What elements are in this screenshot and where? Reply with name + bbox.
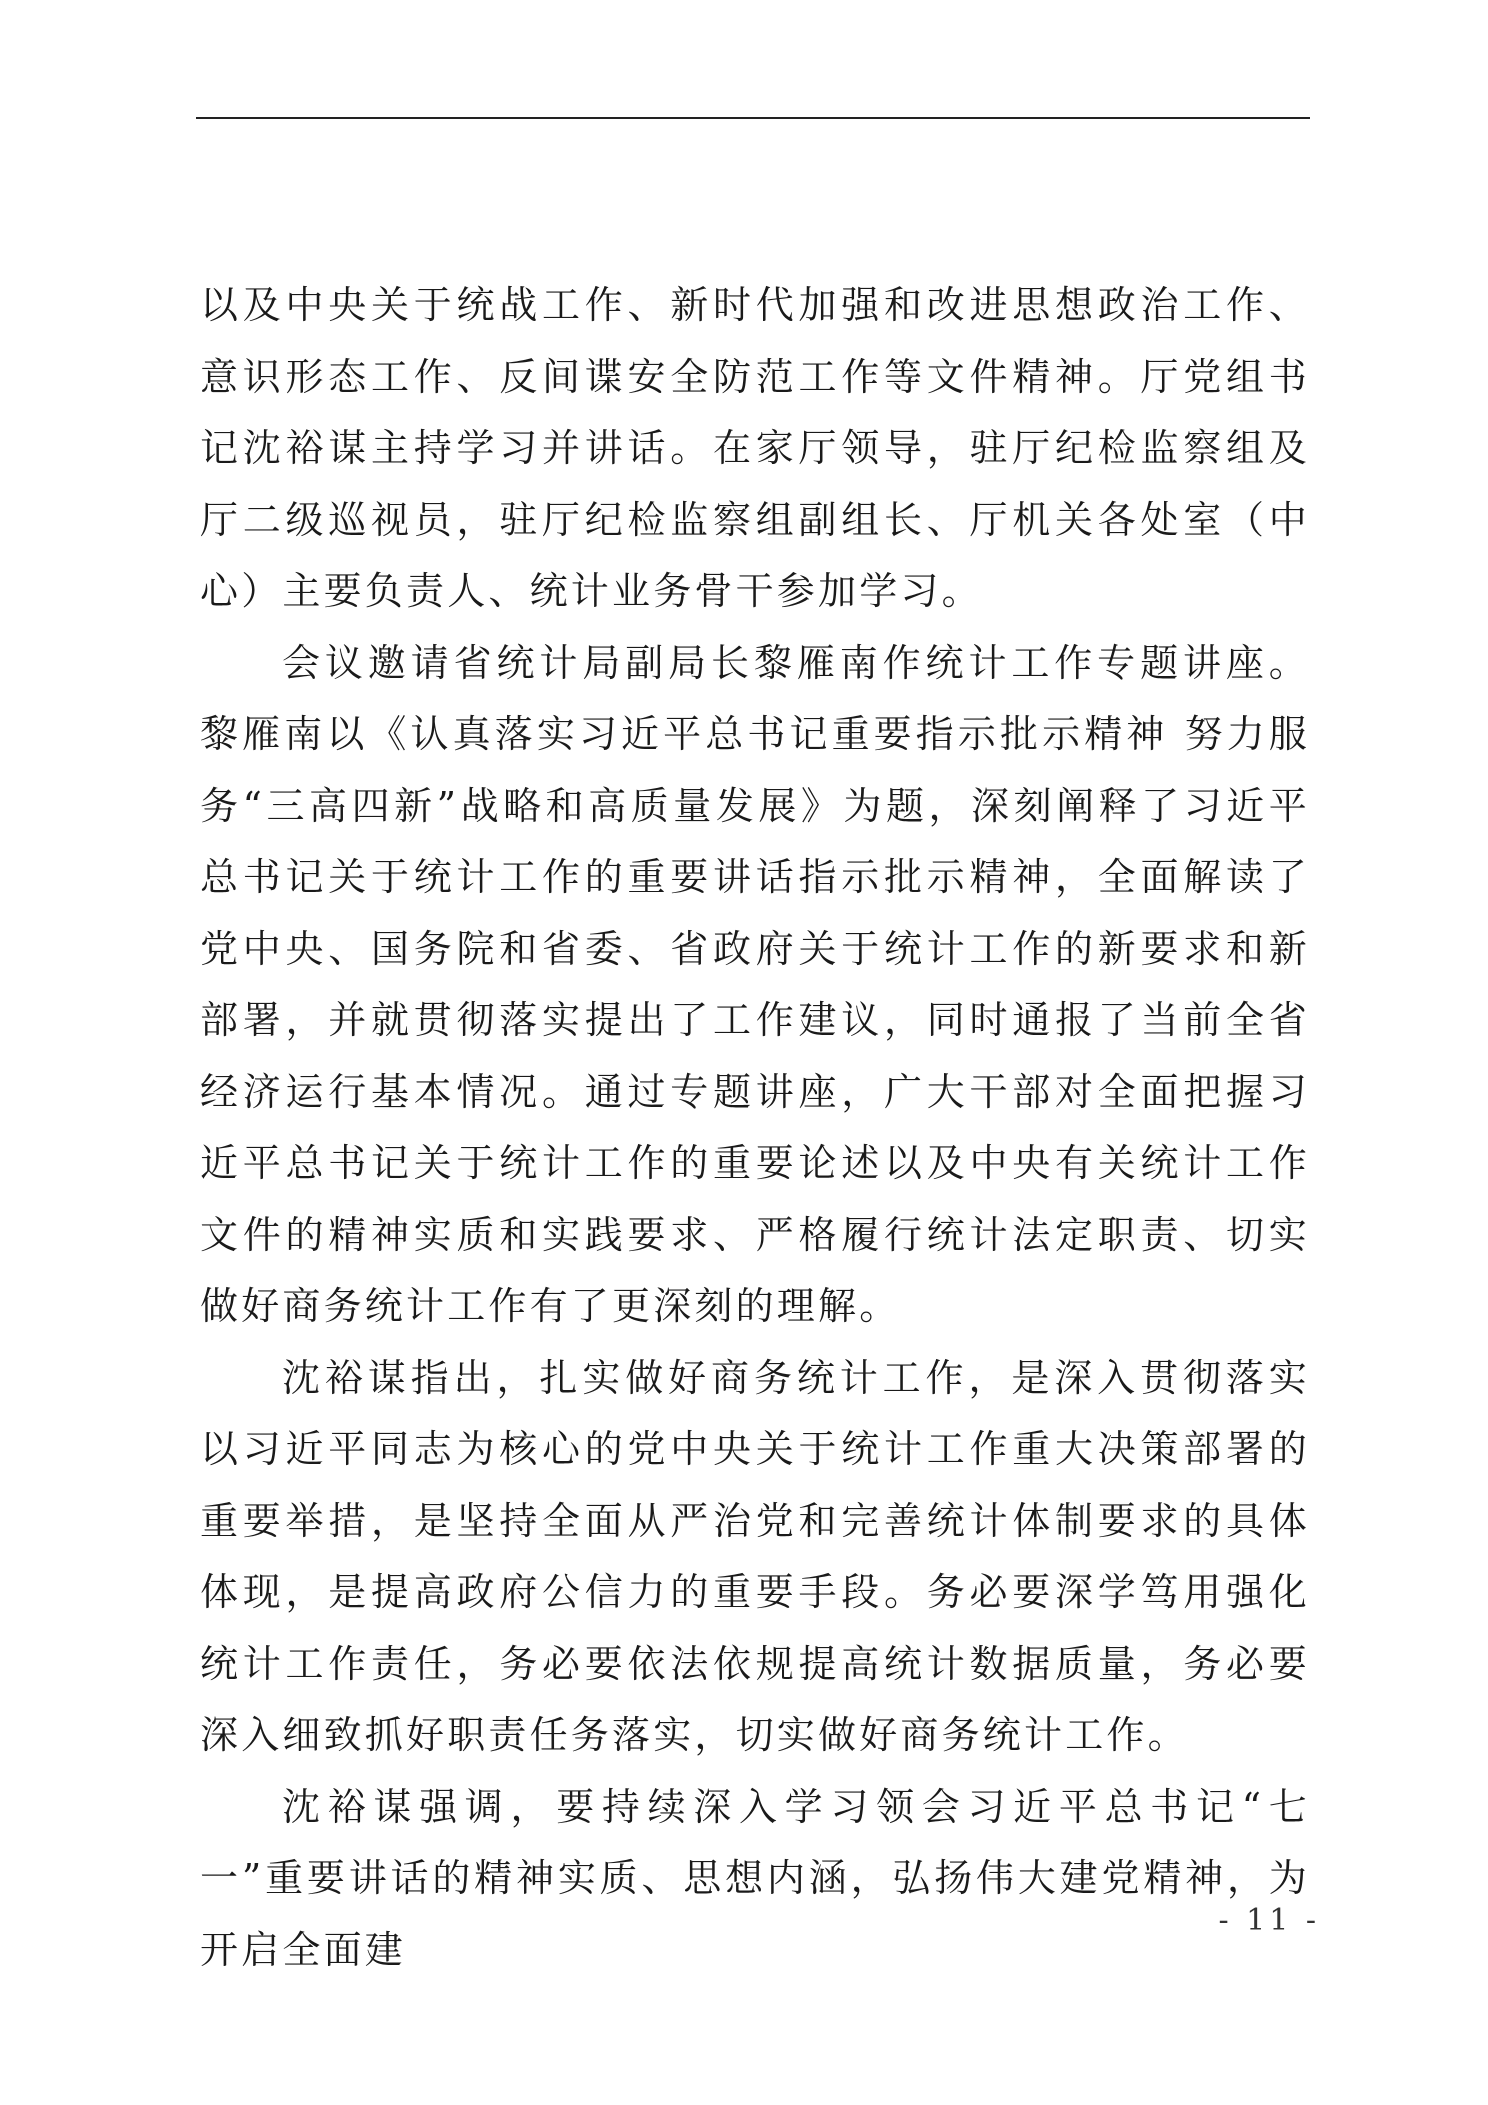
- page-number: - 11 -: [1218, 1903, 1320, 1938]
- paragraph-lecture: 会议邀请省统计局副局长黎雁南作统计工作专题讲座。黎雁南以《认真落实习近平总书记重要指示批示精神 努力服务“三高四新”战略和高质量发展》为题，深刻阐释了习近平总书记关于统计工作的重要讲话指示批示精神，全面解读了党中央、国务院和省委、省政府关于统计工作的新要求和新部署，并就贯彻落实提出了工作建议，同时通报了当前全省经济运行基本情况。通过专题讲座，广大干部对全面把握习近平总书记关于统计工作的重要论述以及中央有关统计工作文件的精神实质和实践要求、严格履行统计法定职责、切实做好商务统计工作有了更深刻的理解。: [200, 640, 1310, 1328]
- paragraph-pointed-out: 沈裕谋指出，扎实做好商务统计工作，是深入贯彻落实以习近平同志为核心的党中央关于统计工作重大决策部署的重要举措，是坚持全面从严治党和完善统计体制要求的具体体现，是提高政府公信力的重要手段。务必要深学笃用强化统计工作责任，务必要依法依规提高统计数据质量，务必要深入细致抓好职责任务落实，切实做好商务统计工作。: [200, 1355, 1310, 1757]
- header-rule: [196, 117, 1310, 119]
- paragraph-emphasized: 沈裕谋强调，要持续深入学习领会习近平总书记“七一”重要讲话的精神实质、思想内涵，弘扬伟大建党精神，为开启全面建: [200, 1784, 1310, 1972]
- paragraph-continued: 以及中央关于统战工作、新时代加强和改进思想政治工作、意识形态工作、反间谍安全防范工作等文件精神。厅党组书记沈裕谋主持学习并讲话。在家厅领导，驻厅纪检监察组及厅二级巡视员，驻厅纪检监察组副组长、厅机关各处室（中心）主要负责人、统计业务骨干参加学习。: [200, 283, 1310, 613]
- document-body: [200, 270, 1310, 1986]
